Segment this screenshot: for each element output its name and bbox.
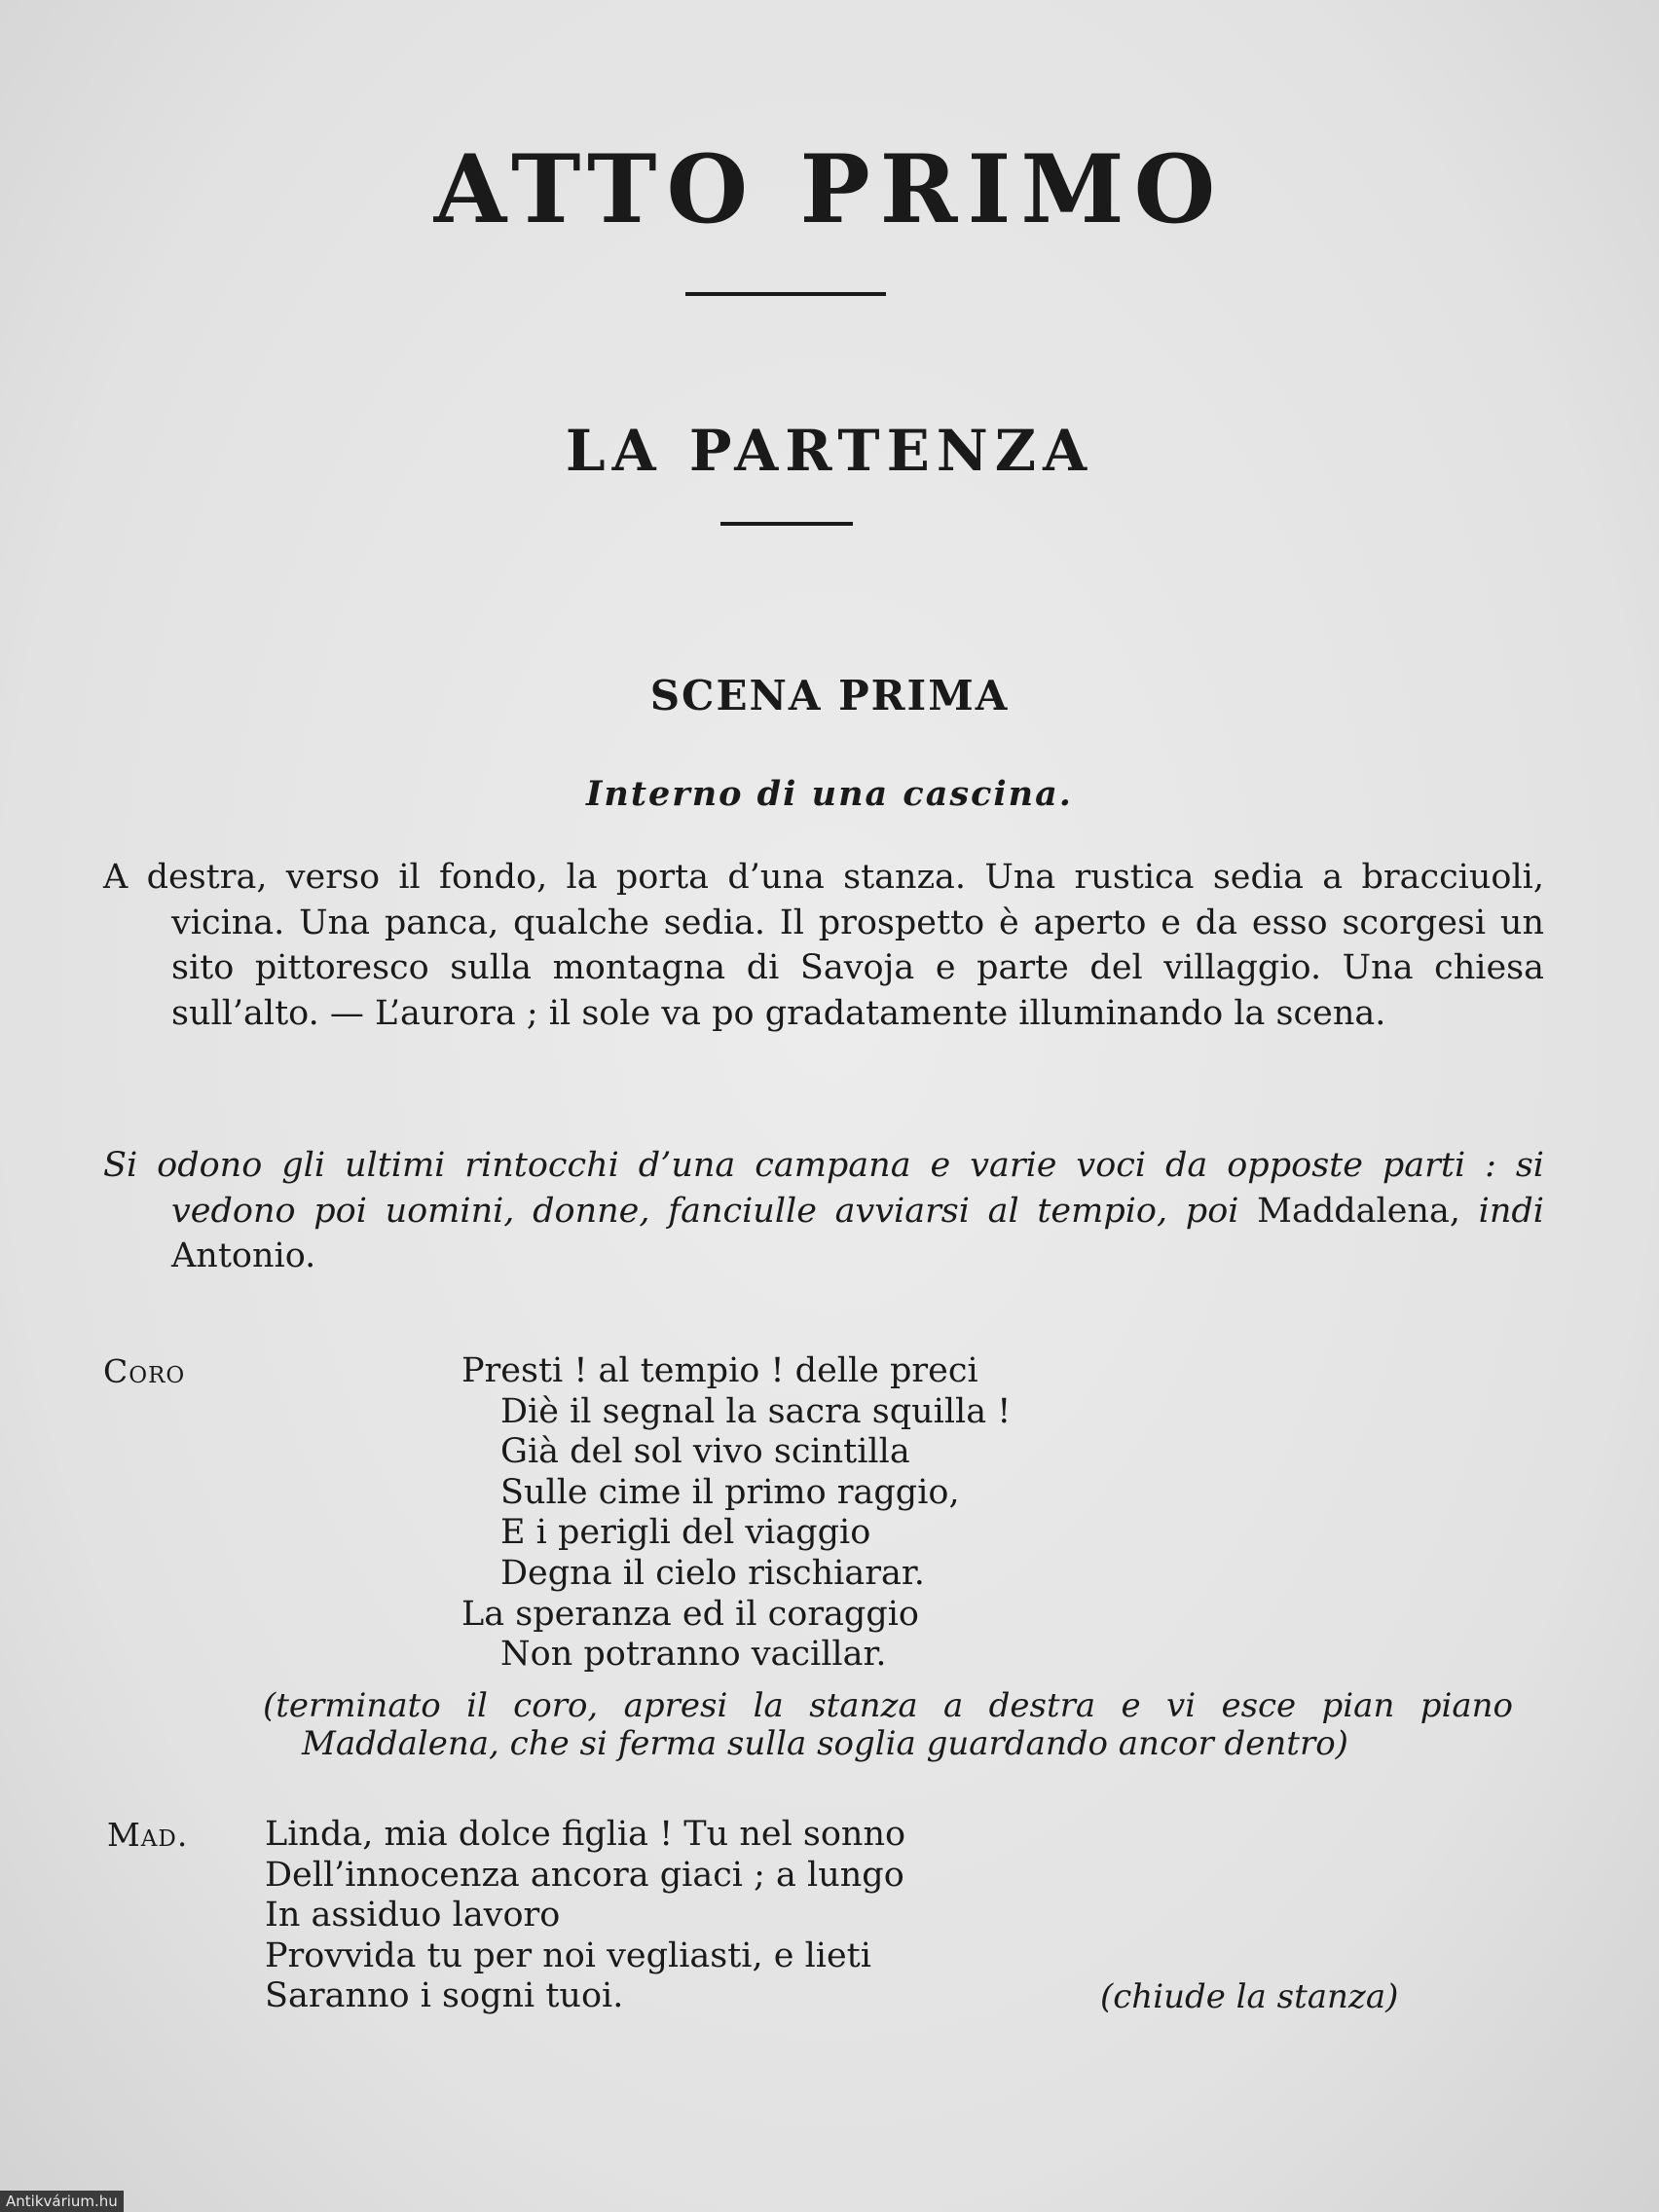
verse-line: Già del sol vivo scintilla bbox=[500, 1432, 910, 1472]
verse-line: Diè il segnal la sacra squilla ! bbox=[500, 1391, 1012, 1431]
stage-direction-2: (terminato il coro, apresi la stanza a destra e vi esce pian piano Maddalena, che si ferma sulla soglia guardando ancor dentro) bbox=[263, 1686, 1513, 1763]
verse-line: Degna il cielo rischiarar. bbox=[500, 1553, 925, 1593]
stage-direction bbox=[103, 1143, 1544, 1279]
verse-line: Dell’innocenza ancora giaci ; a lungo bbox=[265, 1855, 904, 1895]
act-title: ATTO PRIMO bbox=[433, 134, 1226, 244]
verse-line: E i perigli del viaggio bbox=[500, 1513, 871, 1553]
stage-direction-poi: poi bbox=[1185, 1191, 1239, 1231]
verse-line: La speranza ed il coraggio bbox=[461, 1594, 919, 1634]
stage-direction-indi: indi bbox=[1478, 1191, 1544, 1231]
title-rule bbox=[685, 292, 886, 296]
scene-setting: Interno di una cascina. bbox=[586, 774, 1073, 814]
coro-verse bbox=[461, 1351, 1011, 1676]
character-antonio: Antonio. bbox=[171, 1236, 316, 1275]
verse-line: Presti ! al tempio ! delle preci bbox=[461, 1351, 978, 1390]
act-subtitle: LA PARTENZA bbox=[565, 418, 1094, 484]
speaker-coro: Coro bbox=[103, 1352, 186, 1390]
scene-title: SCENA PRIMA bbox=[649, 672, 1010, 719]
verse-line: Non potranno vacillar. bbox=[500, 1635, 887, 1675]
verse-line: Linda, mia dolce figlia ! Tu nel sonno bbox=[265, 1815, 906, 1854]
aside-direction: (chiude la stanza) bbox=[1100, 1977, 1399, 2016]
verse-line: In assiduo lavoro bbox=[265, 1896, 561, 1936]
scene-description: A destra, verso il fondo, la porta d’una stanza. Una rustica sedia a bracciuoli, vicina. Una panca, qualche sedia. Il prospetto è aperto e da esso scorgesi un sito pittoresco sulla montagna di Savoja e parte del villaggio. Una chiesa sull’alto. — L’aurora ; il sole va po gradatamente illuminando la scena. bbox=[103, 858, 1544, 1033]
watermark: Antikvárium.hu bbox=[0, 2191, 124, 2212]
subtitle-rule bbox=[720, 522, 853, 526]
verse-line: Sulle cime il primo raggio, bbox=[500, 1472, 960, 1512]
character-maddalena: Maddalena, bbox=[1257, 1191, 1460, 1231]
verse-line: Provvida tu per noi vegliasti, e lieti bbox=[265, 1936, 871, 1975]
verse-line: Saranno i sogni tuoi. bbox=[265, 1976, 624, 2016]
speaker-mad: Mad. bbox=[107, 1816, 189, 1854]
stage-direction-text: Si odono gli ultimi rintocchi d’una campana e varie voci da opposte parti : si vedono poi uomini, donne, fanciulle avviarsi al tempio, bbox=[103, 1146, 1544, 1231]
mad-verse bbox=[265, 1815, 905, 2017]
